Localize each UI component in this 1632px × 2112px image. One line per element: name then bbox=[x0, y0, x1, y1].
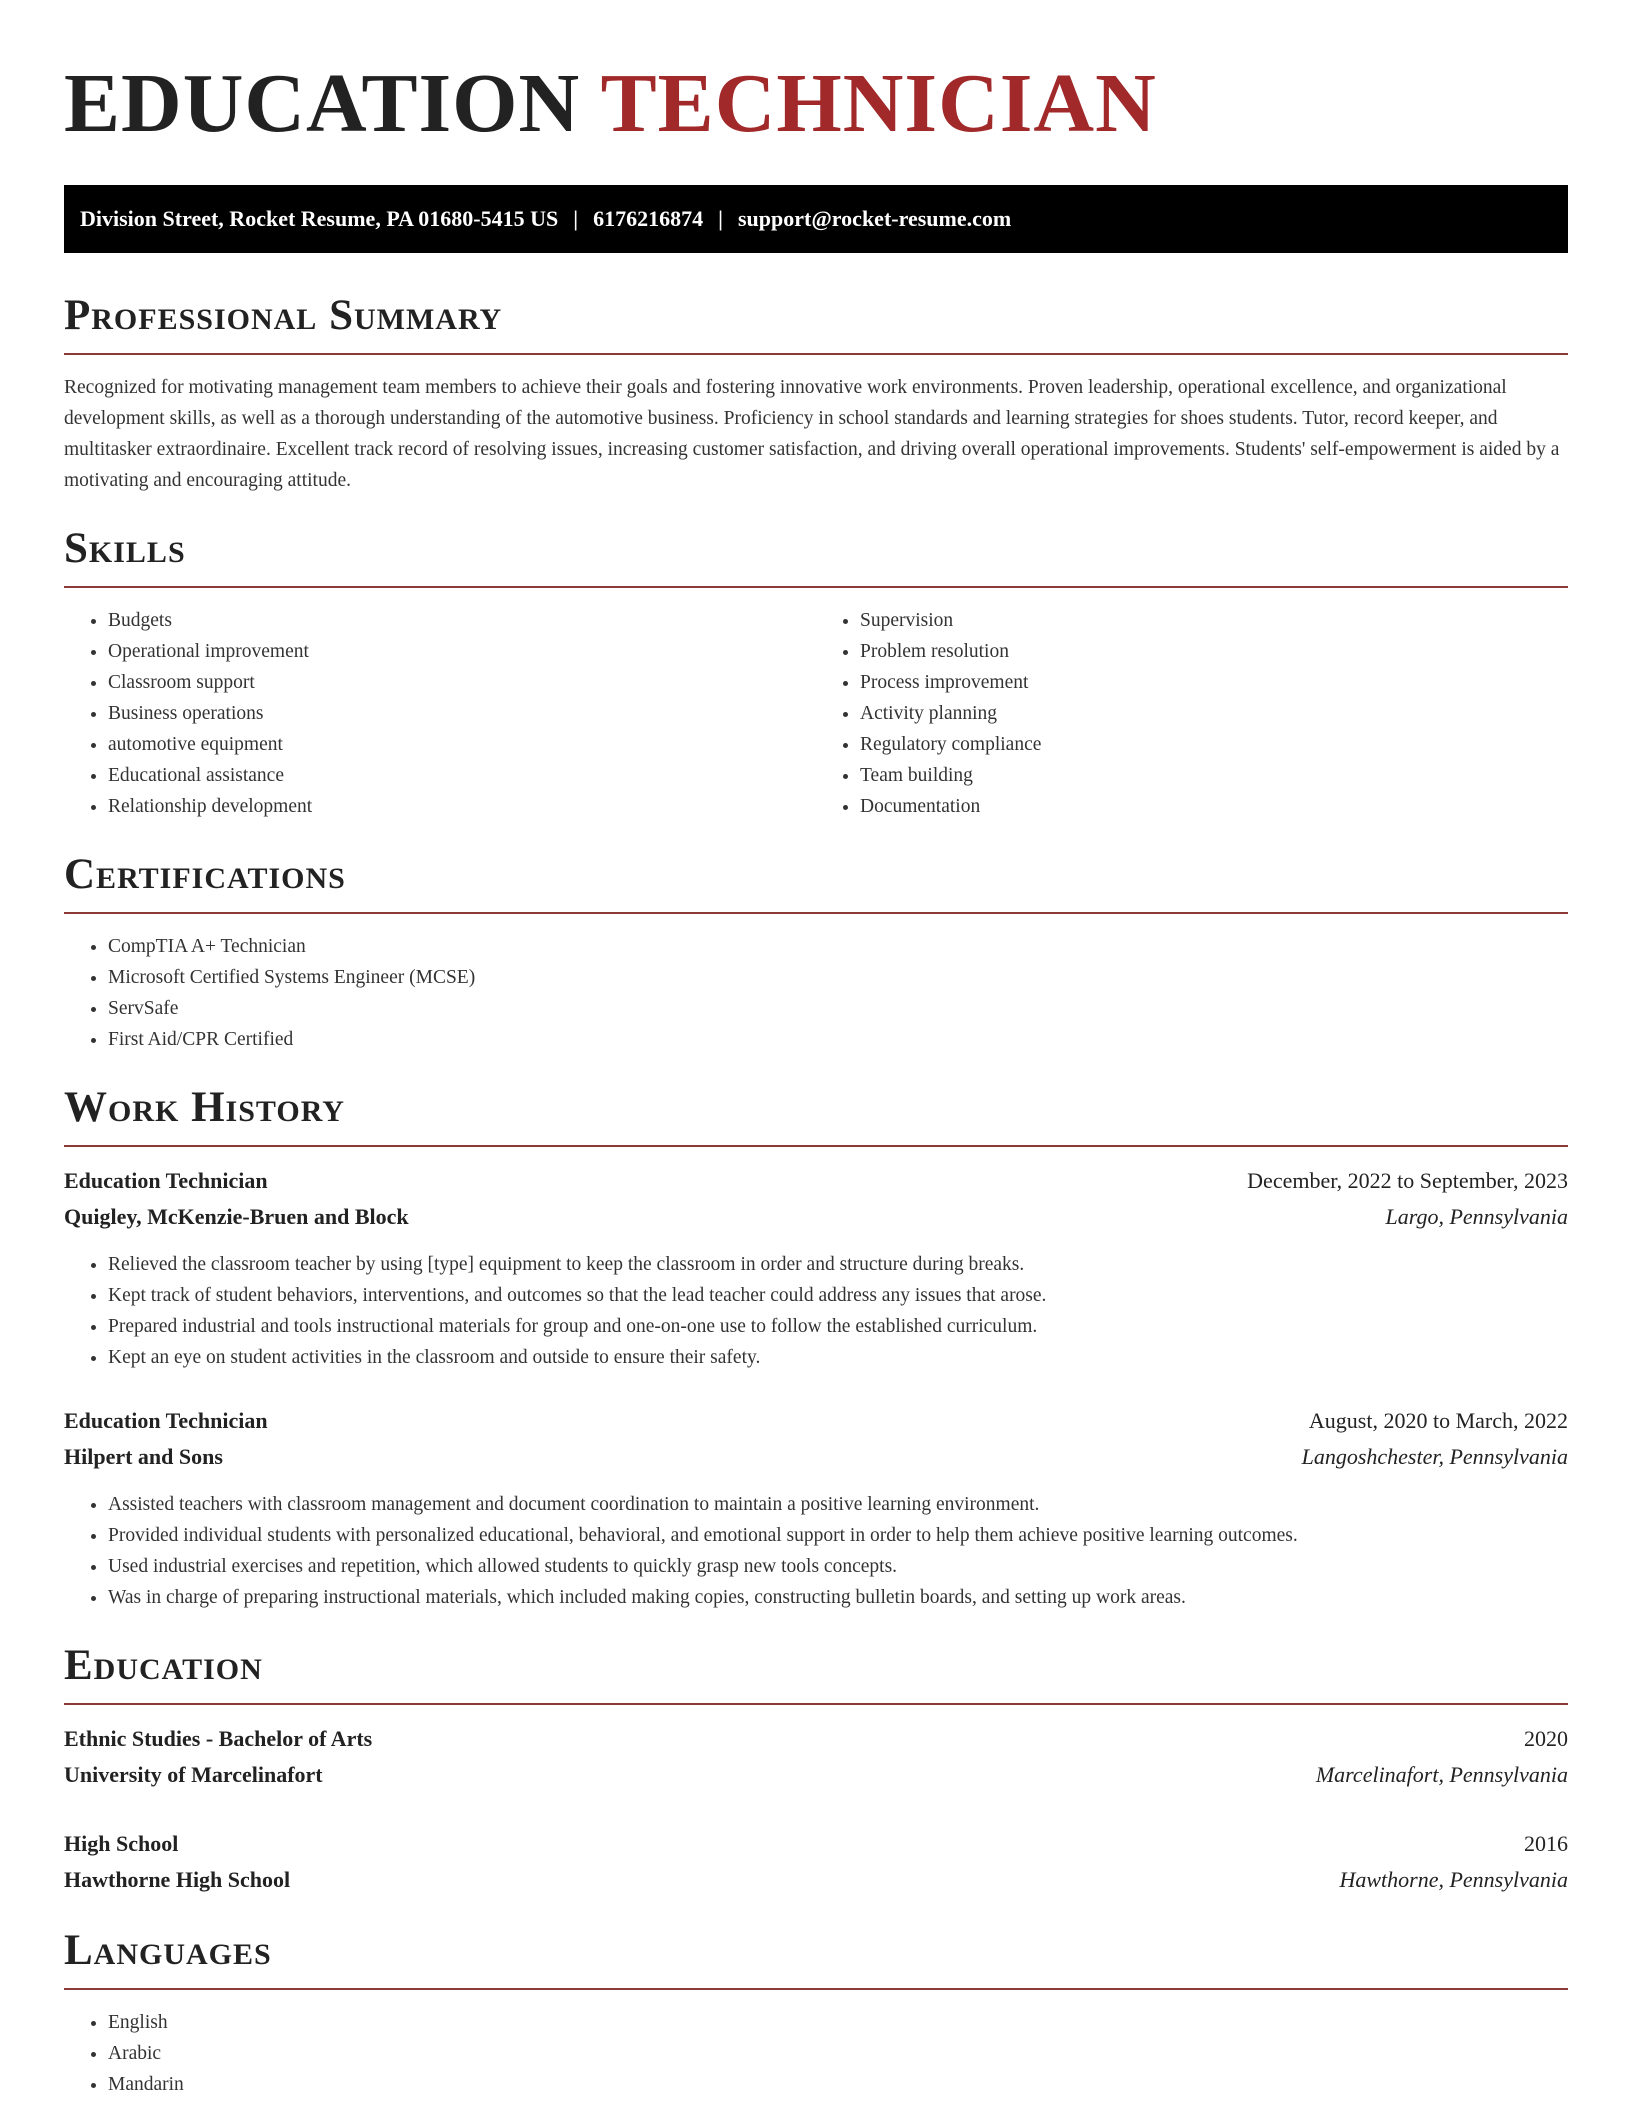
education-year: 2020 bbox=[1524, 1726, 1568, 1751]
education-school: Hawthorne High School bbox=[64, 1867, 291, 1892]
job-subheader bbox=[64, 1439, 1568, 1475]
education-location: Marcelinafort, Pennsylvania bbox=[1315, 1762, 1568, 1787]
job-bullet: • Was in charge of preparing instructional materials, which included making copies, constructing bulletin boards, and setting up work areas. bbox=[108, 1582, 1568, 1613]
job-bullet: • Provided individual students with personalized educational, behavioral, and emotional support in order to help them achieve positive learning outcomes. bbox=[108, 1520, 1568, 1551]
job-company: Quigley, McKenzie-Bruen and Block bbox=[64, 1204, 409, 1229]
education-header bbox=[64, 1826, 1568, 1862]
job-bullet: • Relieved the classroom teacher by using [type] equipment to keep the classroom in order and structure during breaks. bbox=[108, 1249, 1568, 1280]
languages-heading: Languages bbox=[64, 1926, 1568, 1990]
skill-item: • Problem resolution bbox=[860, 636, 1568, 667]
skill-item: • Budgets bbox=[108, 605, 816, 636]
certification-item: • CompTIA A+ Technician bbox=[108, 931, 1568, 962]
skill-item: • Operational improvement bbox=[108, 636, 816, 667]
skills-columns bbox=[64, 605, 1568, 822]
job-subheader bbox=[64, 1199, 1568, 1235]
education-year: 2016 bbox=[1524, 1831, 1568, 1856]
summary-text: Recognized for motivating management team members to achieve their goals and fostering innovative work environments. Proven leadership, operational excellence, and organizational development skills, as well as a thorough understanding of the automotive business. Proficiency in school standards and learning strategies for shoes students. Tutor, record keeper, and multitasker extraordinaire. Excellent track record of resolving issues, increasing customer satisfaction, and driving overall operational improvements. Students' self-empowerment is aided by a motivating and encouraging attitude. bbox=[64, 377, 1560, 491]
name-last: TECHNICIAN bbox=[600, 57, 1157, 150]
job-location: Largo, Pennsylvania bbox=[1385, 1204, 1568, 1229]
certifications-list bbox=[64, 931, 1568, 1055]
certification-item: • First Aid/CPR Certified bbox=[108, 1024, 1568, 1055]
language-item: • English bbox=[108, 2007, 1568, 2038]
education-degree: High School bbox=[64, 1831, 179, 1856]
work-heading: Work History bbox=[64, 1083, 1568, 1147]
skill-item: • automotive equipment bbox=[108, 729, 816, 760]
education-entry bbox=[64, 1721, 1568, 1793]
contact-separator: | bbox=[573, 206, 579, 231]
job-location: Langoshchester, Pennsylvania bbox=[1301, 1444, 1568, 1469]
job-bullets bbox=[64, 1249, 1568, 1373]
skills-right-list bbox=[816, 605, 1568, 822]
job-dates: August, 2020 to March, 2022 bbox=[1308, 1408, 1568, 1433]
education-header bbox=[64, 1721, 1568, 1757]
education-heading: Education bbox=[64, 1641, 1568, 1705]
summary-section bbox=[64, 291, 1568, 496]
skill-item: • Process improvement bbox=[860, 667, 1568, 698]
job-entry bbox=[64, 1163, 1568, 1373]
skill-item: • Business operations bbox=[108, 698, 816, 729]
education-subheader bbox=[64, 1862, 1568, 1898]
languages-section bbox=[64, 1926, 1568, 2100]
education-subheader bbox=[64, 1757, 1568, 1793]
job-bullets bbox=[64, 1489, 1568, 1613]
contact-email: support@rocket-resume.com bbox=[737, 206, 1012, 231]
job-dates: December, 2022 to September, 2023 bbox=[1247, 1168, 1568, 1193]
education-section bbox=[64, 1641, 1568, 1898]
work-section bbox=[64, 1083, 1568, 1613]
certification-item: • ServSafe bbox=[108, 993, 1568, 1024]
skill-item: • Regulatory compliance bbox=[860, 729, 1568, 760]
job-bullet: • Prepared industrial and tools instructional materials for group and one-on-one use to follow the established curriculum. bbox=[108, 1311, 1568, 1342]
contact-phone: 6176216874 bbox=[593, 206, 704, 231]
skill-item: • Relationship development bbox=[108, 791, 816, 822]
skill-item: • Supervision bbox=[860, 605, 1568, 636]
resume-name bbox=[64, 58, 1568, 150]
job-bullet: • Kept track of student behaviors, interventions, and outcomes so that the lead teacher could address any issues that arose. bbox=[108, 1280, 1568, 1311]
job-bullet: • Assisted teachers with classroom management and document coordination to maintain a positive learning environment. bbox=[108, 1489, 1568, 1520]
skill-item: • Educational assistance bbox=[108, 760, 816, 791]
name-first: EDUCATION bbox=[64, 57, 581, 150]
education-school: University of Marcelinafort bbox=[64, 1762, 323, 1787]
language-item: • Arabic bbox=[108, 2038, 1568, 2069]
certification-item: • Microsoft Certified Systems Engineer (MCSE) bbox=[108, 962, 1568, 993]
job-header bbox=[64, 1403, 1568, 1439]
education-entry bbox=[64, 1826, 1568, 1898]
job-bullet: • Used industrial exercises and repetition, which allowed students to quickly grasp new tools concepts. bbox=[108, 1551, 1568, 1582]
languages-list bbox=[64, 2007, 1568, 2100]
skill-item: • Classroom support bbox=[108, 667, 816, 698]
contact-address: Division Street, Rocket Resume, PA 01680-5415 US bbox=[80, 206, 559, 231]
skill-item: • Activity planning bbox=[860, 698, 1568, 729]
education-degree: Ethnic Studies - Bachelor of Arts bbox=[64, 1726, 373, 1751]
education-location: Hawthorne, Pennsylvania bbox=[1339, 1867, 1568, 1892]
job-header bbox=[64, 1163, 1568, 1199]
certifications-section bbox=[64, 850, 1568, 1055]
language-item: • Mandarin bbox=[108, 2069, 1568, 2100]
resume-page bbox=[64, 0, 1568, 2100]
contact-separator: | bbox=[718, 206, 723, 231]
certifications-heading: Certifications bbox=[64, 850, 1568, 914]
skills-section bbox=[64, 524, 1568, 822]
skills-heading: Skills bbox=[64, 524, 1568, 588]
job-bullet: • Kept an eye on student activities in the classroom and outside to ensure their safety. bbox=[108, 1342, 1568, 1373]
skills-left-list bbox=[64, 605, 816, 822]
skill-item: • Documentation bbox=[860, 791, 1568, 822]
contact-bar bbox=[64, 185, 1568, 253]
job-company: Hilpert and Sons bbox=[64, 1444, 223, 1469]
skill-item: • Team building bbox=[860, 760, 1568, 791]
job-entry bbox=[64, 1403, 1568, 1613]
job-title: Education Technician bbox=[64, 1168, 268, 1193]
summary-heading: Professional Summary bbox=[64, 291, 1568, 355]
job-title: Education Technician bbox=[64, 1408, 268, 1433]
